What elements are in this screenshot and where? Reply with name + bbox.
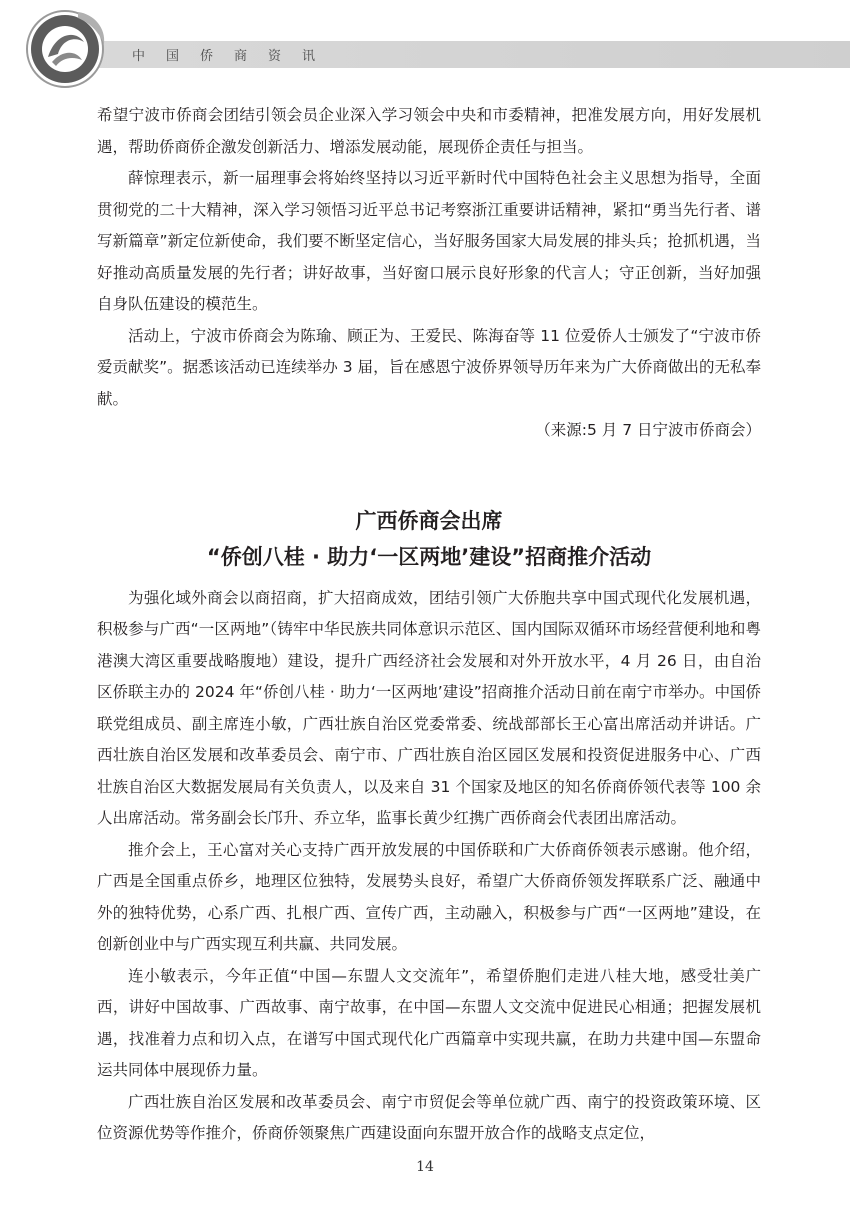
source-note: （来源:5 月 7 日宁波市侨商会） bbox=[535, 421, 761, 439]
logo bbox=[18, 2, 114, 94]
article-title-line2: “侨创八桂 · 助力‘一区两地’建设”招商推介活动 bbox=[206, 544, 652, 569]
page-content bbox=[97, 100, 761, 1150]
page-number: 14 bbox=[416, 1159, 434, 1175]
paragraph: 连小敏表示，今年正值“中国—东盟人文交流年”，希望侨胞们走进八桂大地，感受壮美广西，讲好中国故事、广西故事、南宁故事，在中国—东盟人文交流中促进民心相通；把握发展机遇，找准着力点和切入点，在谱写中国式现代化广西篇章中实现共赢，在助力共建中国—东盟命运共同体中展现侨力量。 bbox=[97, 966, 761, 1079]
paragraph: 广西壮族自治区发展和改革委员会、南宁市贸促会等单位就广西、南宁的投资政策环境、区位资源优势等作推介，侨商侨领聚焦广西建设面向东盟开放合作的战略支点定位， bbox=[97, 1092, 761, 1142]
paragraph: 活动上，宁波市侨商会为陈瑜、顾正为、王爱民、陈海奋等 11 位爱侨人士颁发了“宁波市侨爱贡献奖”。据悉该活动已连续举办 3 届，旨在感恩宁波侨界领导历年来为广大侨商做出的无私奉献。 bbox=[97, 326, 761, 408]
paragraph: 推介会上，王心富对关心支持广西开放发展的中国侨联和广大侨商侨领表示感谢。他介绍，广西是全国重点侨乡，地理区位独特，发展势头良好，希望广大侨商侨领发挥联系广泛、融通中外的独特优势，心系广西、扎根广西、宣传广西，主动融入，积极参与广西“一区两地”建设，在创新创业中与广西实现互利共赢、共同发展。 bbox=[97, 840, 761, 953]
article-heading bbox=[97, 503, 761, 575]
paragraph: 为强化域外商会以商招商，扩大招商成效，团结引领广大侨胞共享中国式现代化发展机遇，积极参与广西“一区两地”（铸牢中华民族共同体意识示范区、国内国际双循环市场经营便利地和粤港澳大湾区重要战略腹地）建设，提升广西经济社会发展和对外开放水平，4 月 26 日，由自治区侨联主办的 2024 年“侨创八桂 · 助力‘一区两地’建设”招商推介活动日前在南宁市举办。中国侨联党组成员、副主席连小敏，广西壮族自治区党委常委、统战部部长王心富出席活动并讲话。广西壮族自治区发展和改革委员会、南宁市、广西壮族自治区园区发展和投资促进服务中心、广西壮族自治区大数据发展局有关负责人，以及来自 31 个国家及地区的知名侨商侨领代表等 100 余人出席活动。常务副会长邝升、乔立华，监事长黄少红携广西侨商会代表团出席活动。 bbox=[97, 588, 761, 827]
header-title: 中国侨商资讯 bbox=[132, 49, 337, 64]
article-title-line1: 广西侨商会出席 bbox=[355, 508, 503, 533]
paragraph: 薛惊理表示，新一届理事会将始终坚持以习近平新时代中国特色社会主义思想为指导，全面贯彻党的二十大精神，深入学习领悟习近平总书记考察浙江重要讲话精神，紧扣“勇当先行者、谱写新篇章”新定位新使命，我们要不断坚定信心，当好服务国家大局发展的排头兵；抢抓机遇，当好推动高质量发展的先行者；讲好故事，当好窗口展示良好形象的代言人；守正创新，当好加强自身队伍建设的模范生。 bbox=[97, 169, 761, 313]
paragraph: 希望宁波市侨商会团结引领会员企业深入学习领会中央和市委精神，把准发展方向，用好发展机遇，帮助侨商侨企激发创新活力、增添发展动能，展现侨企责任与担当。 bbox=[97, 106, 761, 156]
